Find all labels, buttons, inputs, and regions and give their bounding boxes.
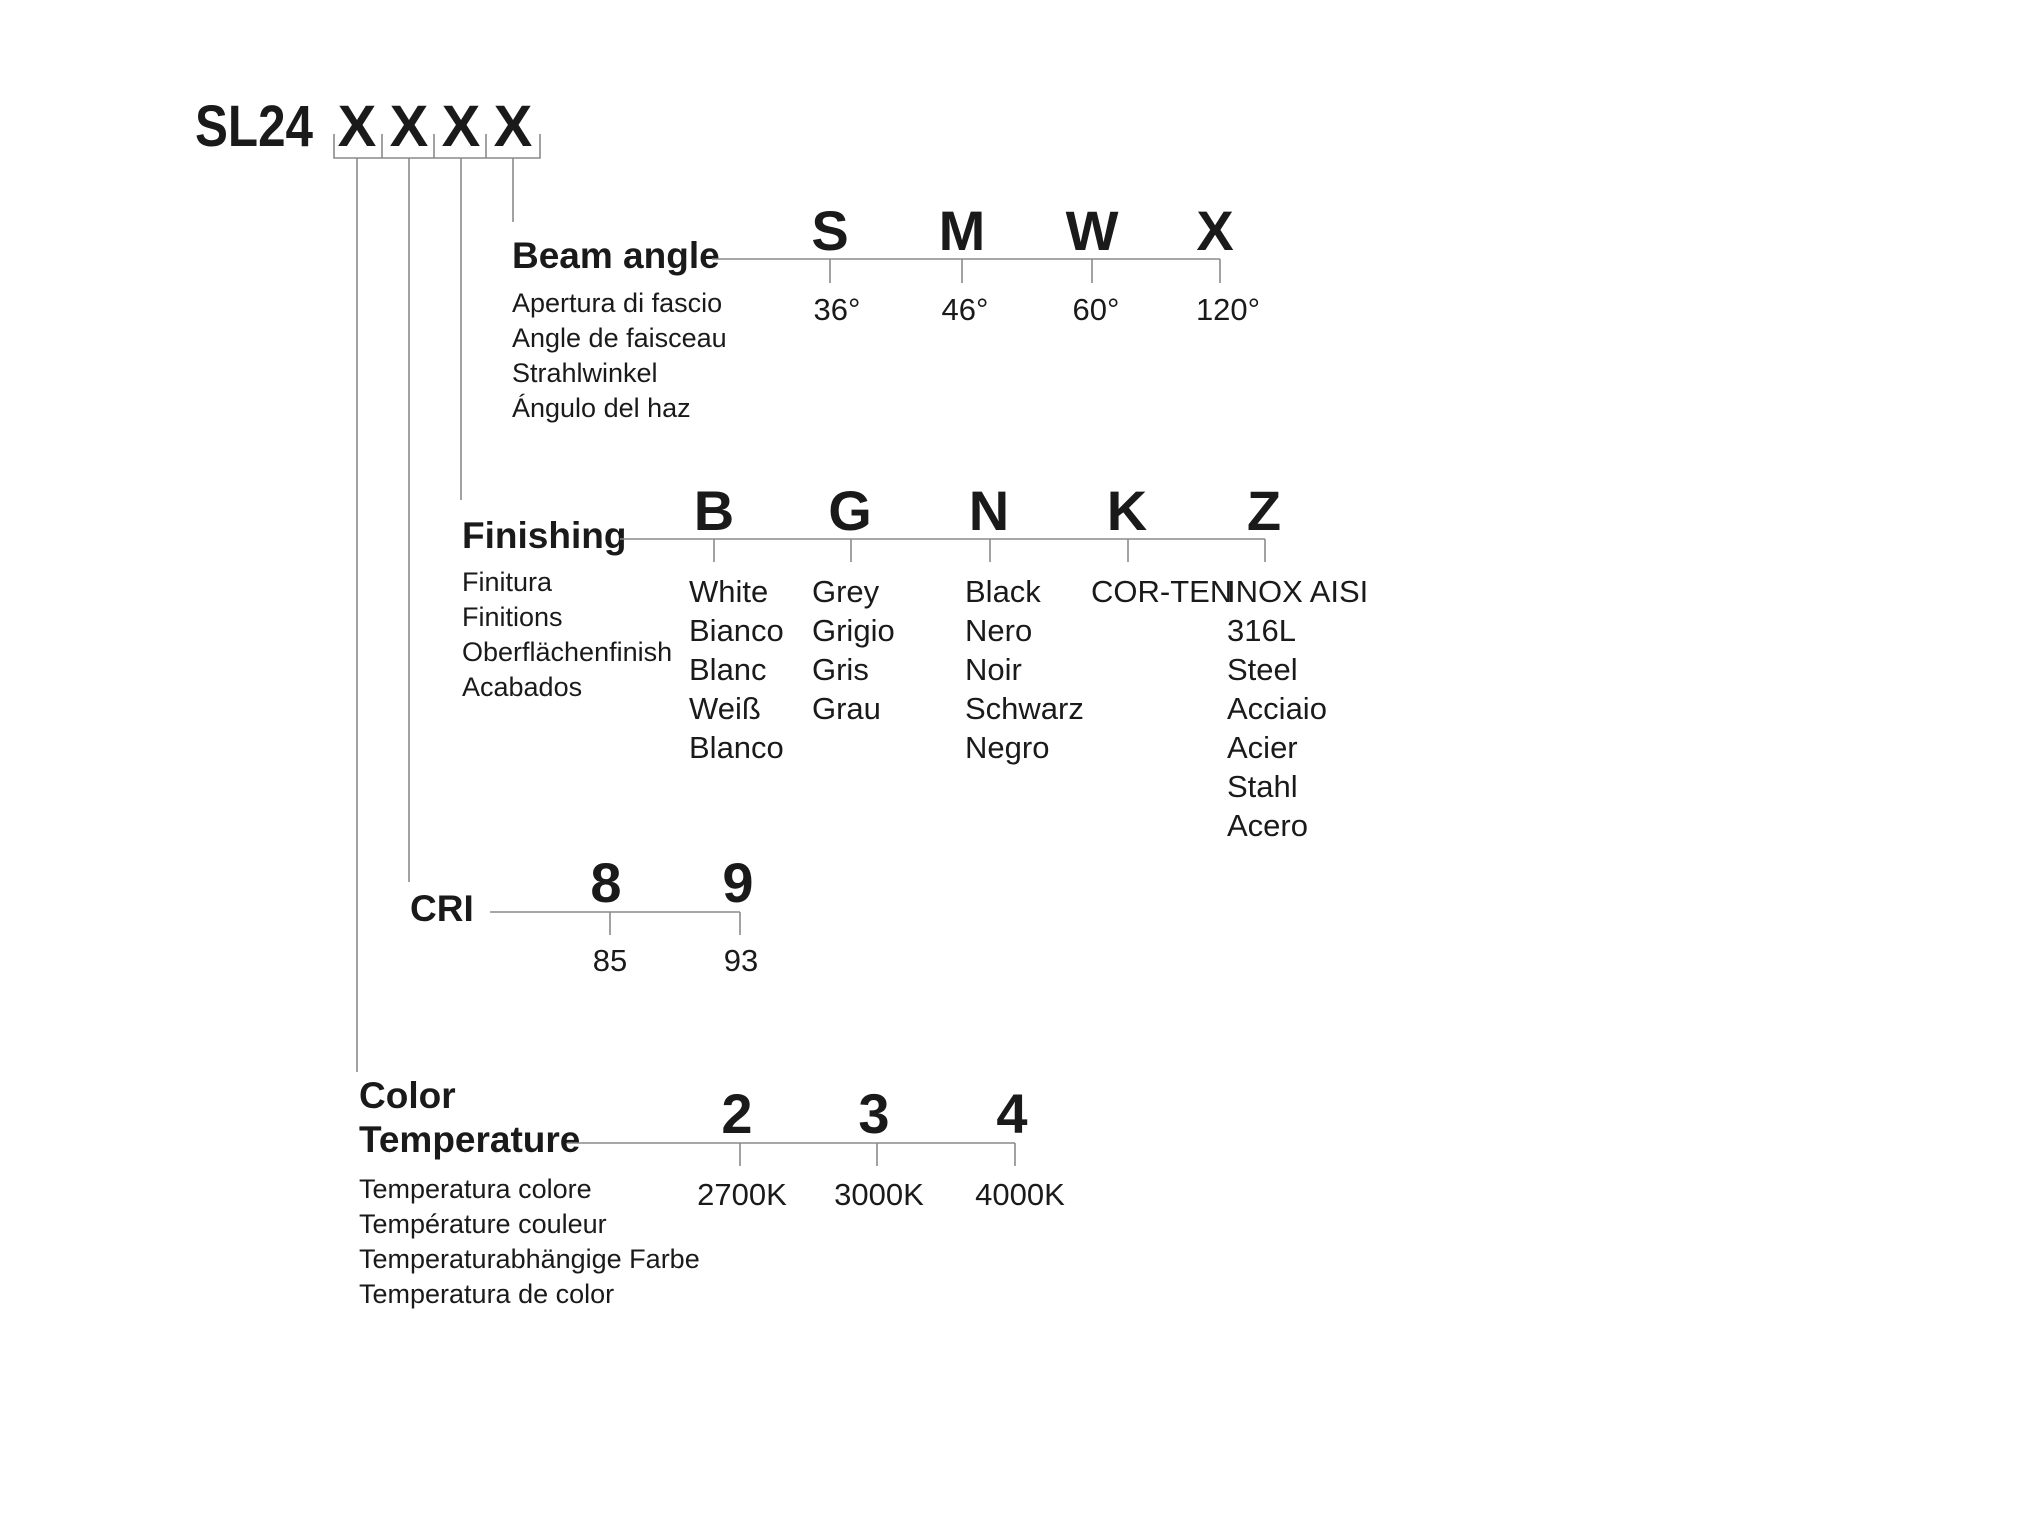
color-temperature-option	[975, 1082, 1065, 1212]
finishing-translation: Finitions	[462, 602, 563, 632]
color-temperature-title-line: Color	[359, 1075, 456, 1116]
color-temperature-code: 3	[858, 1082, 890, 1145]
finishing-value: Noir	[965, 652, 1022, 687]
beam-angle-code: S	[811, 199, 849, 262]
finishing-option-z	[1227, 479, 1368, 843]
finishing-option-g	[812, 479, 895, 726]
color-temperature-value: 2700K	[697, 1177, 787, 1212]
finishing-value: Weiß	[689, 691, 761, 726]
finishing-option-k	[1091, 479, 1232, 609]
cri-section	[410, 851, 758, 978]
beam-angle-option	[811, 199, 860, 327]
beam-angle-option	[1196, 199, 1260, 327]
finishing-value: Schwarz	[965, 691, 1084, 726]
finishing-value: Nero	[965, 613, 1033, 648]
finishing-section	[462, 479, 1368, 843]
beam-angle-translation: Apertura di fascio	[512, 288, 723, 318]
beam-angle-section	[512, 199, 1260, 423]
color-temperature-translation: Temperatura de color	[359, 1279, 615, 1309]
finishing-value: Blanc	[689, 652, 767, 687]
color-temperature-translation: Temperatura colore	[359, 1174, 592, 1204]
finishing-value: Stahl	[1227, 769, 1298, 804]
color-temperature-code: 2	[721, 1082, 753, 1145]
finishing-value: Black	[965, 574, 1041, 609]
finishing-translation: Oberflächenfinish	[462, 637, 673, 667]
cri-title: CRI	[410, 888, 474, 929]
color-temperature-value: 3000K	[834, 1177, 924, 1212]
color-temperature-value: 4000K	[975, 1177, 1065, 1212]
cri-option	[722, 851, 758, 978]
finishing-value: COR-TEN	[1091, 574, 1233, 609]
finishing-value: INOX AISI	[1227, 574, 1369, 609]
beam-angle-value: 36°	[813, 292, 861, 327]
color-temperature-option	[697, 1082, 787, 1212]
cri-code: 8	[590, 851, 622, 914]
code-placeholder-beam-angle: X	[493, 94, 533, 159]
finishing-translation: Acabados	[462, 672, 583, 702]
beam-angle-translation: Ángulo del haz	[512, 393, 691, 423]
finishing-translation: Finitura	[462, 567, 553, 597]
finishing-value: Grau	[812, 691, 881, 726]
beam-angle-value: 46°	[941, 292, 989, 327]
cri-value: 85	[592, 943, 628, 978]
cri-code: 9	[722, 851, 754, 914]
finishing-value: Acero	[1227, 808, 1308, 843]
color-temperature-translation: Température couleur	[359, 1209, 607, 1239]
finishing-value: Negro	[965, 730, 1050, 765]
color-temperature-section	[359, 1075, 1065, 1309]
beam-angle-option	[1066, 199, 1120, 327]
finishing-value: Gris	[812, 652, 869, 687]
code-placeholder-color-temperature: X	[337, 94, 377, 159]
finishing-value: Grigio	[812, 613, 895, 648]
finishing-value: White	[689, 574, 769, 609]
finishing-code: Z	[1246, 479, 1282, 542]
finishing-option-n	[965, 479, 1084, 765]
finishing-code: B	[693, 479, 735, 542]
color-temperature-code: 4	[996, 1082, 1028, 1145]
finishing-value: Grey	[812, 574, 880, 609]
beam-angle-title: Beam angle	[512, 235, 720, 276]
cri-option	[590, 851, 627, 978]
finishing-value: Acciaio	[1227, 691, 1327, 726]
finishing-value: Bianco	[689, 613, 784, 648]
color-temperature-title-line: Temperature	[359, 1119, 581, 1160]
finishing-option-b	[689, 479, 784, 765]
beam-angle-code: M	[938, 199, 986, 262]
finishing-value: 316L	[1227, 613, 1296, 648]
code-placeholder-cri: X	[389, 94, 429, 159]
color-temperature-translation: Temperaturabhängige Farbe	[359, 1244, 700, 1274]
color-temperature-option	[834, 1082, 924, 1212]
finishing-code: N	[968, 479, 1010, 542]
beam-angle-translation: Angle de faisceau	[512, 323, 727, 353]
finishing-value: Steel	[1227, 652, 1298, 687]
finishing-value: Blanco	[689, 730, 784, 765]
finishing-value: Acier	[1227, 730, 1298, 765]
beam-angle-code: X	[1196, 199, 1234, 262]
finishing-title: Finishing	[462, 515, 627, 556]
product-code	[195, 94, 533, 159]
code-prefix: SL24	[195, 94, 313, 159]
beam-angle-code: W	[1065, 199, 1119, 262]
beam-angle-translation: Strahlwinkel	[512, 358, 658, 388]
beam-angle-value: 60°	[1072, 292, 1120, 327]
code-placeholder-finishing: X	[441, 94, 481, 159]
cri-value: 93	[723, 943, 759, 978]
beam-angle-option	[939, 199, 989, 327]
finishing-code: K	[1106, 479, 1148, 542]
finishing-code: G	[828, 479, 872, 542]
beam-angle-value: 120°	[1195, 292, 1261, 327]
